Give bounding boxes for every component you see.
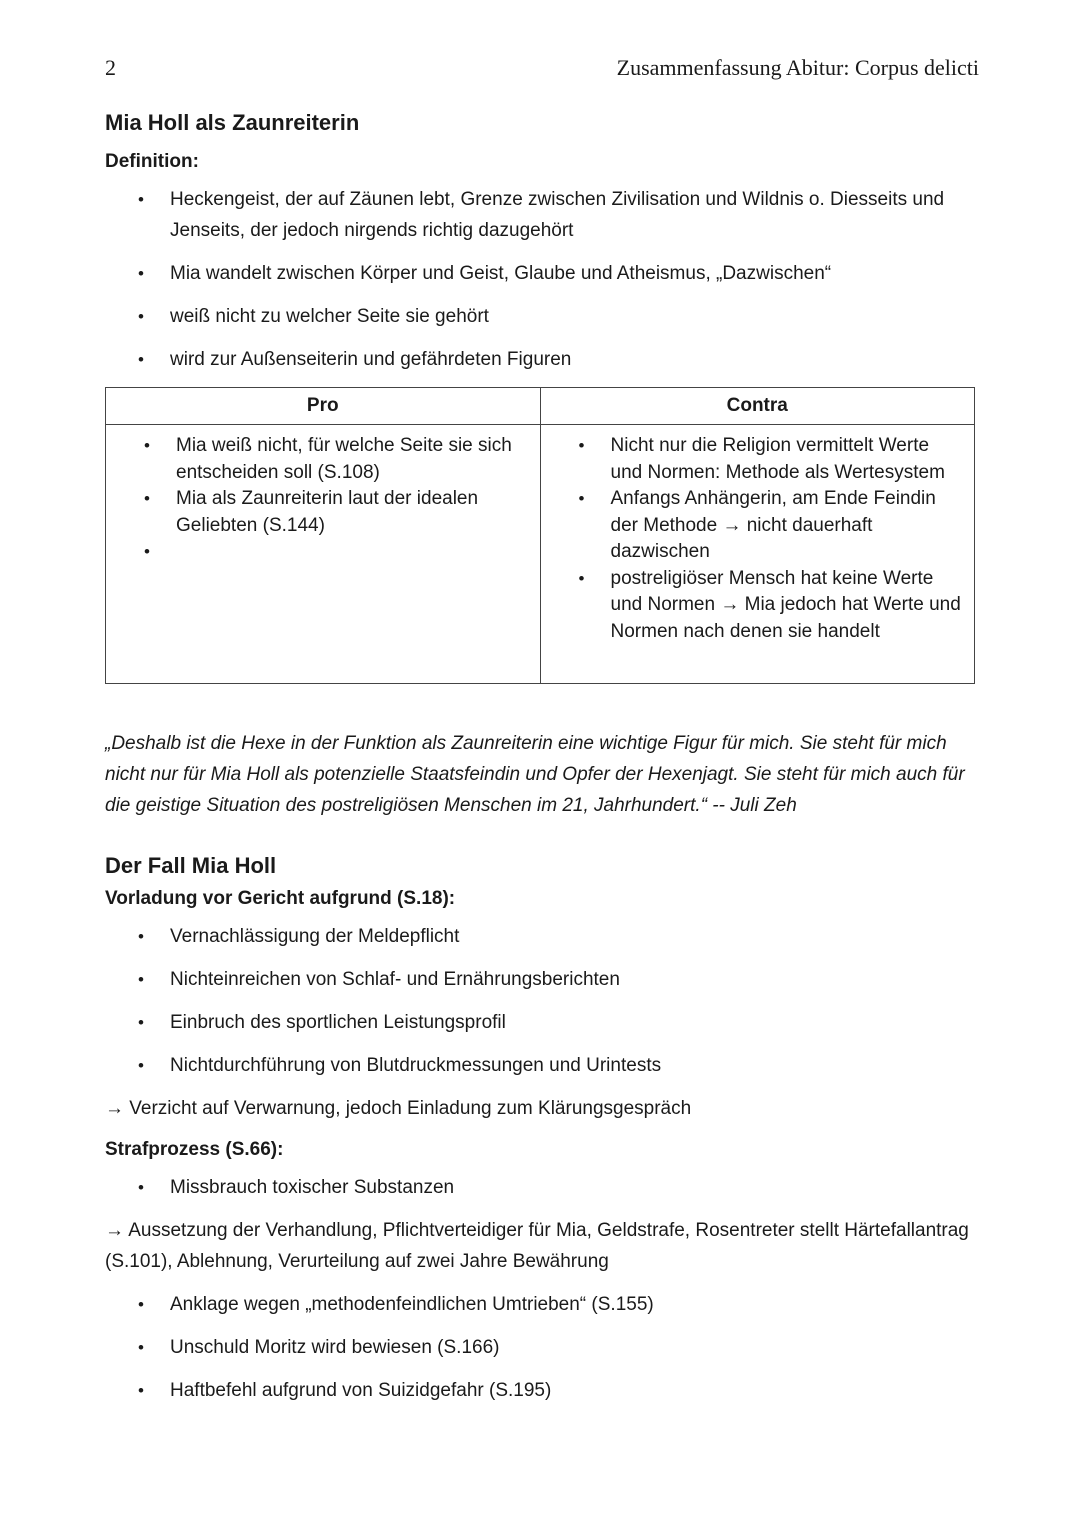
list-item: • Heckengeist, der auf Zäunen lebt, Grenze zwischen Zivilisation und Wildnis o. Diesseits und Jenseits, der jedoch nirgends richtig dazugehört — [170, 184, 979, 246]
summons-result: → Verzicht auf Verwarnung, jedoch Einladung zum Klärungsgespräch — [105, 1098, 692, 1119]
running-title: Zusammenfassung Abitur: Corpus delicti — [616, 55, 979, 80]
list-item: • Anklage wegen „methodenfeindlichen Umtrieben“ (S.155) — [170, 1289, 979, 1320]
definition-label: Definition: — [105, 151, 199, 172]
list-item: • Einbruch des sportlichen Leistungsprofil — [170, 1007, 979, 1038]
definition-list — [105, 184, 979, 375]
section-title-zaunreiterin: Mia Holl als Zaunreiterin — [105, 110, 360, 135]
page-number: 2 — [105, 55, 116, 80]
pro-header: Pro — [106, 388, 541, 425]
contra-item: • Nicht nur die Religion vermittelt Werte und Normen: Methode als Wertesystem — [611, 433, 967, 486]
summons-list — [105, 921, 979, 1081]
section-title-fall: Der Fall Mia Holl — [105, 853, 277, 878]
list-item: • Unschuld Moritz wird bewiesen (S.166) — [170, 1332, 979, 1363]
list-item: • Nichteinreichen von Schlaf- und Ernährungsberichten — [170, 964, 979, 995]
pro-list — [114, 433, 532, 566]
pro-contra-table — [105, 387, 975, 684]
contra-list — [549, 433, 967, 645]
summons-label: Vorladung vor Gericht aufgrund (S.18): — [105, 888, 456, 909]
pro-item-empty — [176, 539, 532, 566]
list-item: • Haftbefehl aufgrund von Suizidgefahr (S.195) — [170, 1375, 979, 1406]
list-item: • Nichtdurchführung von Blutdruckmessungen und Urintests — [170, 1050, 979, 1081]
list-item: • Missbrauch toxischer Substanzen — [170, 1172, 979, 1203]
pro-item: • Mia weiß nicht, für welche Seite sie sich entscheiden soll (S.108) — [176, 433, 532, 486]
trial-label: Strafprozess (S.66): — [105, 1139, 284, 1160]
contra-item: • postreligiöser Mensch hat keine Werte und Normen → Mia jedoch hat Werte und Normen nach denen sie handelt — [611, 566, 967, 646]
page-content — [105, 108, 979, 1418]
list-item: • Vernachlässigung der Meldepflicht — [170, 921, 979, 952]
pro-cell — [106, 425, 541, 684]
juli-zeh-quote: „Deshalb ist die Hexe in der Funktion als Zaunreiterin eine wichtige Figur für mich. Sie steht für mich nicht nur für Mia Holl als potenzielle Staatsfeindin und Opfer der Hexenjagt. Sie steht für mich auch für die geistige Situation des postreligiösen Menschen im 21, Jahrhundert.“ -- Juli Zeh — [105, 733, 965, 816]
contra-header: Contra — [540, 388, 975, 425]
trial-result: → Aussetzung der Verhandlung, Pflichtverteidiger für Mia, Geldstrafe, Rosentreter stellt Härtefallantrag (S.101), Ablehnung, Verurteilung auf zwei Jahre Bewährung — [105, 1220, 969, 1272]
list-item: • Mia wandelt zwischen Körper und Geist, Glaube und Atheismus, „Dazwischen“ — [170, 258, 979, 289]
page-header — [105, 55, 979, 85]
pro-item: • Mia als Zaunreiterin laut der idealen Geliebten (S.144) — [176, 486, 532, 539]
list-item: • weiß nicht zu welcher Seite sie gehört — [170, 301, 979, 332]
list-item: • wird zur Außenseiterin und gefährdeten Figuren — [170, 344, 979, 375]
trial-list — [105, 1172, 979, 1203]
later-list — [105, 1289, 979, 1406]
contra-cell — [540, 425, 975, 684]
contra-item: • Anfangs Anhängerin, am Ende Feindin der Methode → nicht dauerhaft dazwischen — [611, 486, 967, 566]
